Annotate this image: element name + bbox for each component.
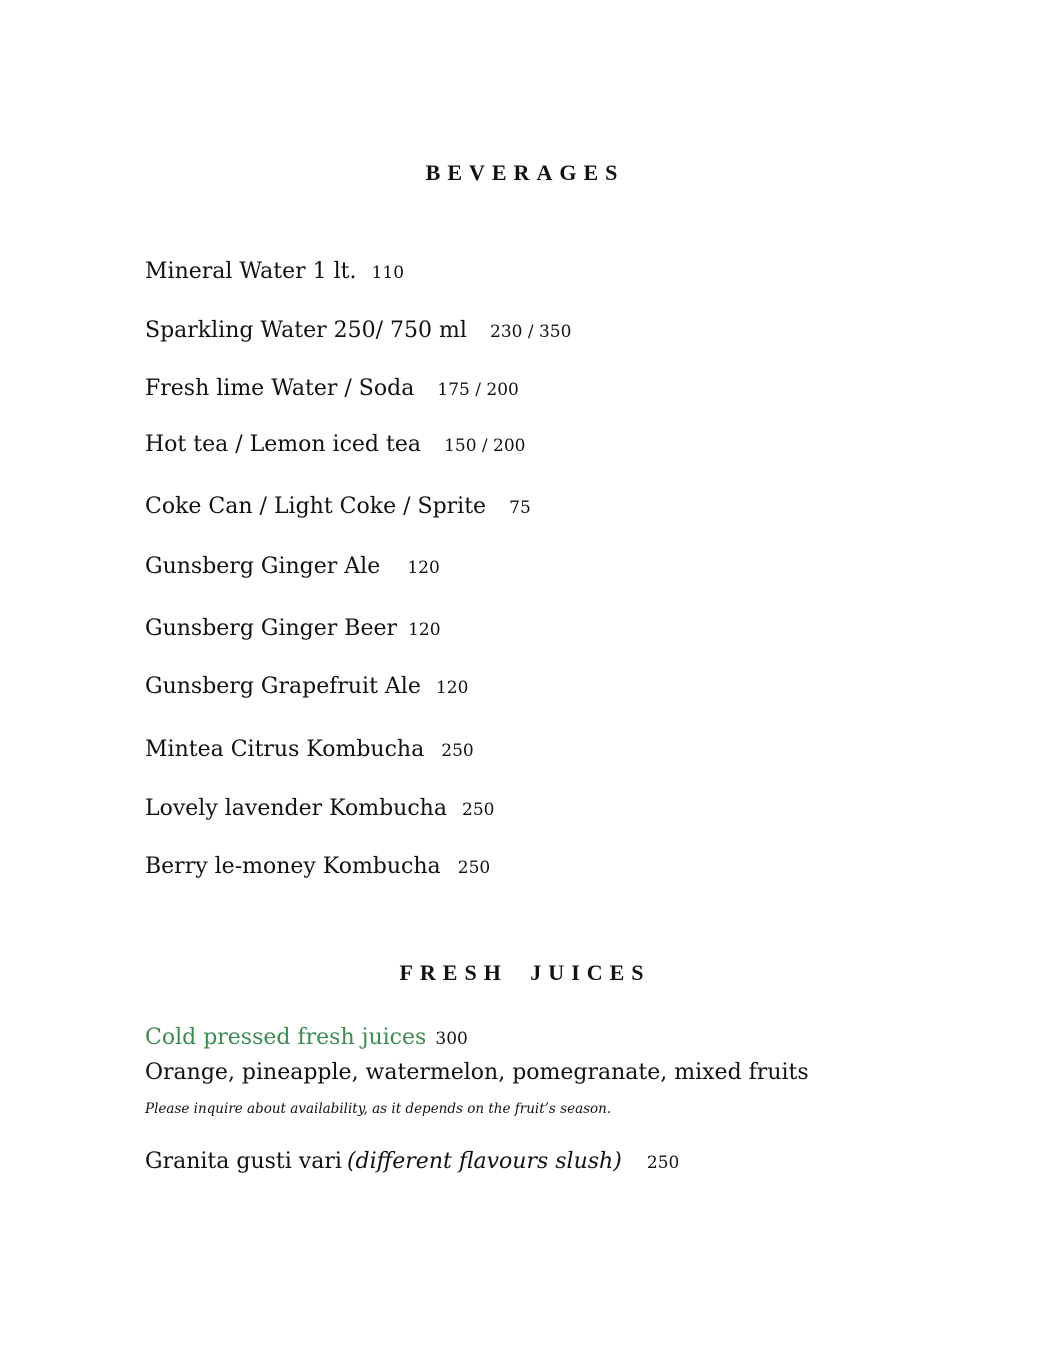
menu-item-grapefruit-ale [145,674,468,699]
beverages-heading: BEVERAGES [425,160,625,185]
menu-item-cold-pressed [145,1025,468,1050]
juice-flavours: Orange, pineapple, watermelon, pomegranate, mixed fruits [145,1060,809,1085]
menu-item-granita [145,1149,679,1174]
menu-item-fresh-lime [145,376,519,401]
item-price: 250 [457,858,491,878]
menu-item-sparkling-water [145,318,571,343]
item-price: 250 [441,741,474,761]
item-price: 150 / 200 [444,436,526,456]
item-name: Mineral Water 1 lt. [145,259,357,284]
menu-item-ginger-beer [145,616,441,641]
item-name: Gunsberg Ginger Beer [145,616,398,641]
item-name: Cold pressed fresh juices [145,1025,427,1050]
menu-item-lavender-kombucha [145,796,495,821]
menu-item-tea [145,432,526,457]
item-price: 250 [462,800,495,820]
item-name: Lovely lavender Kombucha [145,796,447,821]
item-price: 110 [371,263,405,283]
menu-item-ginger-ale [145,554,440,579]
item-name: Fresh lime Water / Soda [145,376,415,401]
item-price: 175 / 200 [437,380,519,400]
item-price: 75 [509,498,531,518]
availability-note: Please inquire about availability, as it depends on the fruit’s season. [145,1101,612,1117]
item-price: 250 [646,1153,680,1173]
item-price: 120 [435,678,469,698]
item-price: 230 / 350 [490,322,572,342]
item-name: Coke Can / Light Coke / Sprite [145,494,487,519]
item-name: Gunsberg Ginger Ale [145,554,381,579]
item-price: 300 [435,1029,468,1049]
fresh-juices-heading: FRESH JUICES [399,960,651,985]
item-name: Sparkling Water 250/ 750 ml [145,318,467,343]
menu-item-mineral-water [145,259,404,284]
item-name: Berry le-money Kombucha [145,854,441,879]
menu-item-coke [145,494,531,519]
item-description: (different flavours slush) [346,1149,622,1174]
item-name: Gunsberg Grapefruit Ale [145,674,421,699]
menu-item-citrus-kombucha [145,737,474,762]
item-name: Hot tea / Lemon iced tea [145,432,421,457]
item-name: Granita gusti vari [145,1149,342,1174]
item-price: 120 [408,620,441,640]
menu-item-berry-kombucha [145,854,490,879]
item-price: 120 [407,558,440,578]
item-name: Mintea Citrus Kombucha [145,737,425,762]
